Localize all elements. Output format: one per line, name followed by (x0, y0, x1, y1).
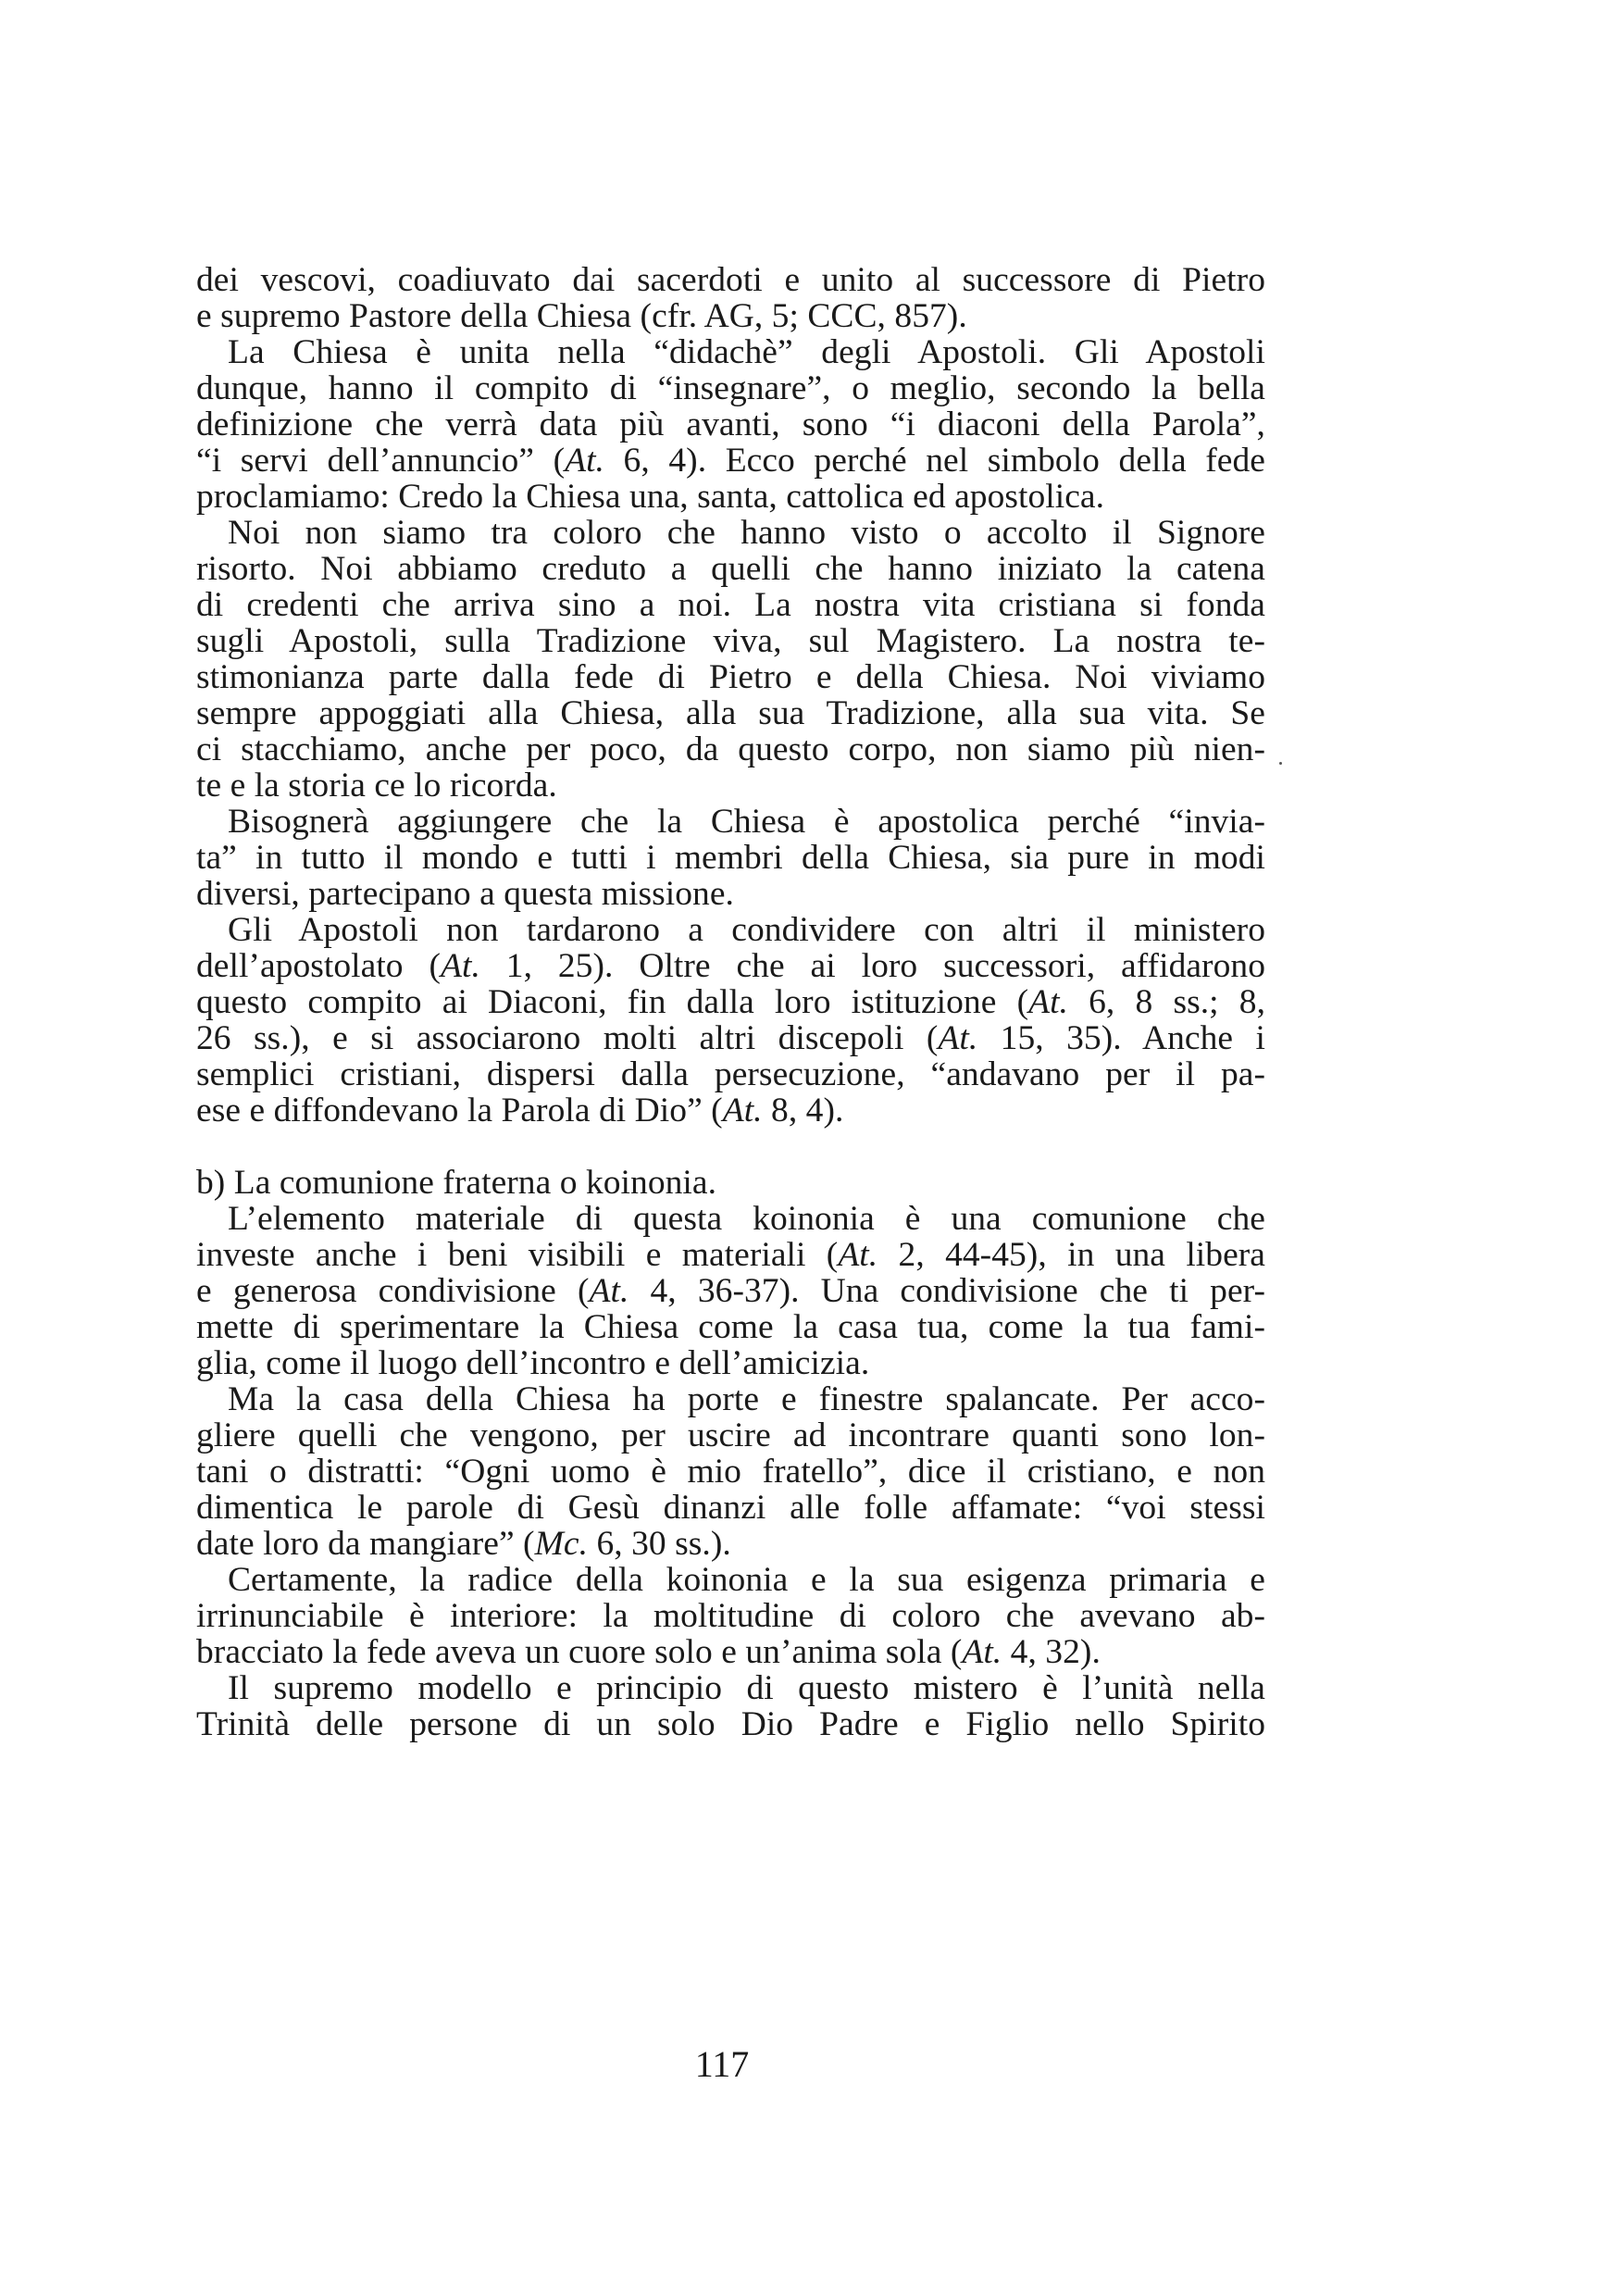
text-line (196, 262, 1265, 298)
text-run: tani o distratti: “Ogni uomo è mio fratello”, dice il cristiano, e non (196, 1453, 1265, 1491)
text-line (196, 334, 1265, 370)
text-line (196, 623, 1265, 659)
text-line (196, 515, 1265, 551)
text-run: 6, 4). Ecco perché nel simbolo della fede (604, 442, 1265, 480)
text-run: ta” in tutto il mondo e tutti i membri della Chiesa, sia pure in modi (196, 839, 1265, 877)
citation-abbrev: At. (962, 1633, 1002, 1671)
page-number: 117 (694, 2043, 750, 2085)
citation-abbrev: At. (938, 1019, 978, 1057)
text-line (196, 1634, 1265, 1670)
text-run: questo compito ai Diaconi, fin dalla loro istituzione ( (196, 983, 1029, 1021)
text-line (196, 1706, 1265, 1742)
text-run: bracciato la fede aveva un cuore solo e un’anima sola ( (196, 1633, 963, 1671)
text-run: te e la storia ce lo ricorda. (196, 767, 557, 805)
text-line (196, 1237, 1265, 1273)
text-line (196, 840, 1265, 876)
text-line (196, 912, 1265, 948)
text-run: dimentica le parole di Gesù dinanzi alle folle affamate: “voi stessi (196, 1489, 1265, 1527)
text-run: 26 ss.), e si associarono molti altri discepoli ( (196, 1019, 939, 1057)
text-run: investe anche i beni visibili e materiali ( (196, 1236, 839, 1274)
text-line (196, 370, 1265, 406)
citation-abbrev: At. (565, 442, 604, 480)
text-run: irrinunciabile è interiore: la moltitudine di coloro che avevano ab- (196, 1597, 1265, 1635)
text-run: Certamente, la radice della koinonia e la sua esigenza primaria e (228, 1561, 1265, 1599)
text-line (196, 587, 1265, 623)
text-line (196, 1598, 1265, 1634)
text-run: La Chiesa è unita nella “didachè” degli Apostoli. Gli Apostoli (228, 333, 1265, 371)
text-line (196, 1092, 1265, 1129)
paragraph (196, 912, 1265, 1129)
citation-abbrev: At. (838, 1236, 878, 1274)
text-run: dell’apostolato ( (196, 947, 442, 985)
citation-abbrev: At. (589, 1272, 629, 1310)
text-line (196, 1562, 1265, 1598)
paragraph (196, 1381, 1265, 1562)
scan-speck (1279, 762, 1282, 765)
text-run: “i servi dell’annuncio” ( (196, 442, 566, 480)
text-line (196, 298, 1265, 334)
paragraph (196, 1201, 1265, 1381)
text-line (196, 406, 1265, 443)
text-run: L’elemento materiale di questa koinonia è una comunione che (228, 1200, 1265, 1238)
text-run: 6, 8 ss.; 8, (1067, 983, 1265, 1021)
text-run: gliere quelli che vengono, per uscire ad incontrare quanti sono lon- (196, 1416, 1265, 1454)
text-run: Noi non siamo tra coloro che hanno visto o accolto il Signore (228, 514, 1265, 552)
text-line (196, 767, 1265, 804)
text-run: 6, 30 ss.). (588, 1525, 731, 1563)
text-run: semplici cristiani, dispersi dalla persecuzione, “andavano per il pa- (196, 1055, 1265, 1093)
text-run: ci stacchiamo, anche per poco, da questo corpo, non siamo più nien- (196, 730, 1265, 768)
text-line (196, 1345, 1265, 1381)
text-line (196, 551, 1265, 587)
text-line (196, 659, 1265, 695)
text-line (196, 1490, 1265, 1526)
text-run: 1, 25). Oltre che ai loro successori, affidarono (479, 947, 1265, 985)
paragraph (196, 1562, 1265, 1670)
body-text (196, 262, 1265, 1742)
text-run: stimonianza parte dalla fede di Pietro e della Chiesa. Noi viviamo (196, 658, 1265, 696)
text-line (196, 1020, 1265, 1056)
paragraph (196, 515, 1265, 804)
text-line (196, 804, 1265, 840)
text-run: dunque, hanno il compito di “insegnare”, o meglio, secondo la bella (196, 369, 1265, 407)
text-run: ese e diffondevano la Parola di Dio” ( (196, 1092, 723, 1129)
citation-abbrev: Mc. (534, 1525, 589, 1563)
text-run: Ma la casa della Chiesa ha porte e finestre spalancate. Per acco- (228, 1380, 1265, 1418)
text-line (196, 1201, 1265, 1237)
text-run: e supremo Pastore della Chiesa (cfr. AG, 5; CCC, 857). (196, 297, 967, 335)
text-run: di credenti che arriva sino a noi. La nostra vita cristiana si fonda (196, 586, 1265, 624)
text-run: dei vescovi, coadiuvato dai sacerdoti e unito al successore di Pietro (196, 261, 1265, 299)
text-line (196, 1165, 1265, 1201)
text-run: diversi, partecipano a questa missione. (196, 875, 734, 913)
text-line (196, 1670, 1265, 1706)
text-line (196, 479, 1265, 515)
text-run: Gli Apostoli non tardarono a condividere con altri il ministero (228, 911, 1265, 949)
paragraph (196, 1670, 1265, 1742)
text-run: 15, 35). Anche i (977, 1019, 1265, 1057)
text-run: b) La comunione fraterna o koinonia. (196, 1164, 717, 1202)
text-line (196, 443, 1265, 479)
text-run: sempre appoggiati alla Chiesa, alla sua Tradizione, alla sua vita. Se (196, 694, 1265, 732)
text-run: Bisognerà aggiungere che la Chiesa è apostolica perché “invia- (228, 803, 1265, 841)
citation-abbrev: At. (722, 1092, 763, 1129)
paragraph (196, 334, 1265, 515)
text-run: Trinità delle persone di un solo Dio Padre e Figlio nello Spirito (196, 1705, 1265, 1743)
citation-abbrev: At. (1028, 983, 1068, 1021)
text-run: Il supremo modello e principio di questo mistero è l’unità nella (228, 1669, 1265, 1707)
paragraph (196, 804, 1265, 912)
text-line (196, 1381, 1265, 1417)
text-run: sugli Apostoli, sulla Tradizione viva, sul Magistero. La nostra te- (196, 622, 1265, 660)
text-line (196, 1454, 1265, 1490)
text-run: risorto. Noi abbiamo creduto a quelli che hanno iniziato la catena (196, 550, 1265, 588)
text-line (196, 1417, 1265, 1454)
text-line (196, 948, 1265, 984)
text-line (196, 876, 1265, 912)
text-run: mette di sperimentare la Chiesa come la casa tua, come la tua fami- (196, 1308, 1265, 1346)
text-run: 4, 36-37). Una condivisione che ti per- (629, 1272, 1265, 1310)
text-line (196, 1273, 1265, 1309)
text-run: glia, come il luogo dell’incontro e dell’amicizia. (196, 1344, 870, 1382)
text-run: 2, 44-45), in una libera (877, 1236, 1265, 1274)
text-run: e generosa condivisione ( (196, 1272, 590, 1310)
section-subheading (196, 1165, 1265, 1201)
text-line (196, 1526, 1265, 1562)
text-run: 8, 4). (762, 1092, 844, 1129)
citation-abbrev: At. (441, 947, 480, 985)
paragraph (196, 262, 1265, 334)
text-line (196, 1309, 1265, 1345)
text-line (196, 984, 1265, 1020)
text-line (196, 1056, 1265, 1092)
text-run: date loro da mangiare” ( (196, 1525, 535, 1563)
text-run: definizione che verrà data più avanti, sono “i diaconi della Parola”, (196, 406, 1265, 443)
text-run: 4, 32). (1002, 1633, 1101, 1671)
text-line (196, 695, 1265, 731)
text-run: proclamiamo: Credo la Chiesa una, santa, cattolica ed apostolica. (196, 478, 1105, 516)
text-line (196, 731, 1265, 767)
